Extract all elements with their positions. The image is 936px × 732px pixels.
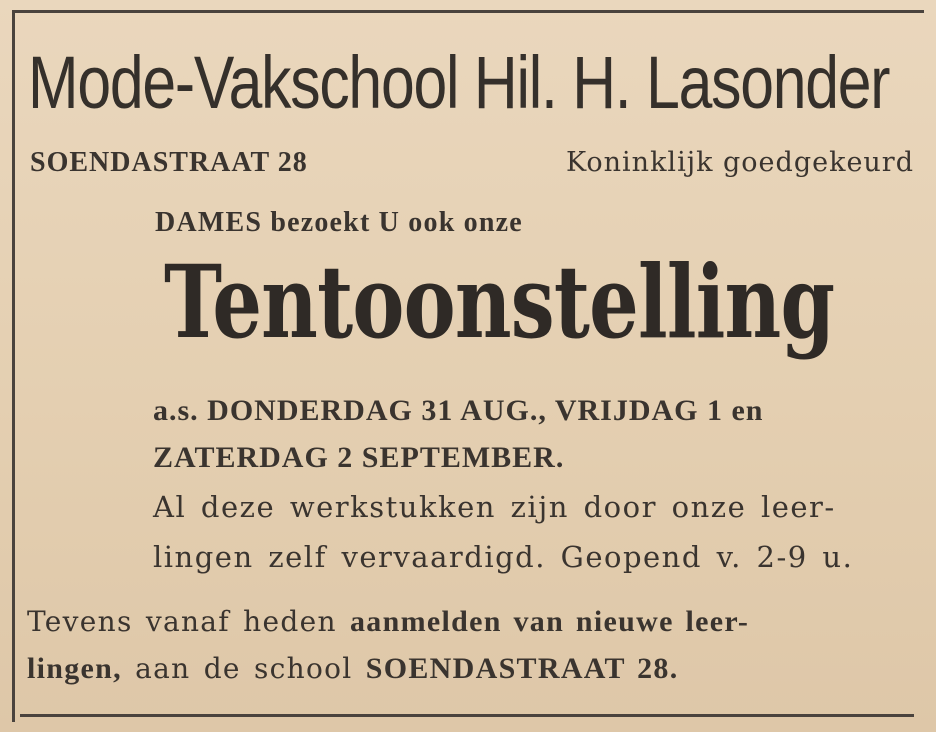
- invitation-line: DAMES bezoekt U ook onze: [155, 207, 523, 238]
- work-description-line-1: Al deze werkstukken zijn door onze leer-: [153, 490, 836, 524]
- registration-line-1: [27, 605, 749, 639]
- work-description-line-2: lingen zelf vervaardigd. Geopend v. 2-9 u.: [153, 540, 854, 574]
- exhibition-headline: Tentoonstelling: [164, 243, 835, 361]
- school-address: SOENDASTRAAT 28: [30, 147, 308, 178]
- dates-line-2: ZATERDAG 2 SEPTEMBER.: [153, 441, 565, 474]
- registration-address: SOENDASTRAAT 28.: [365, 652, 679, 685]
- dates-line-1: a.s. DONDERDAG 31 AUG., VRIJDAG 1 en: [153, 394, 764, 427]
- border-bottom: [20, 714, 914, 717]
- registration-line-2: [27, 652, 679, 686]
- border-left: [12, 10, 15, 722]
- registration-school-text: aan de school: [121, 652, 366, 685]
- registration-emphasis: aanmelden van nieuwe leer-: [350, 605, 750, 638]
- border-top: [12, 10, 924, 13]
- registration-emphasis-start: lingen,: [27, 652, 122, 685]
- school-name: Mode-Vakschool Hil. H. Lasonder: [28, 41, 890, 124]
- registration-text: Tevens vanaf heden: [27, 605, 350, 638]
- approval-note: Koninklijk goedgekeurd: [565, 147, 914, 178]
